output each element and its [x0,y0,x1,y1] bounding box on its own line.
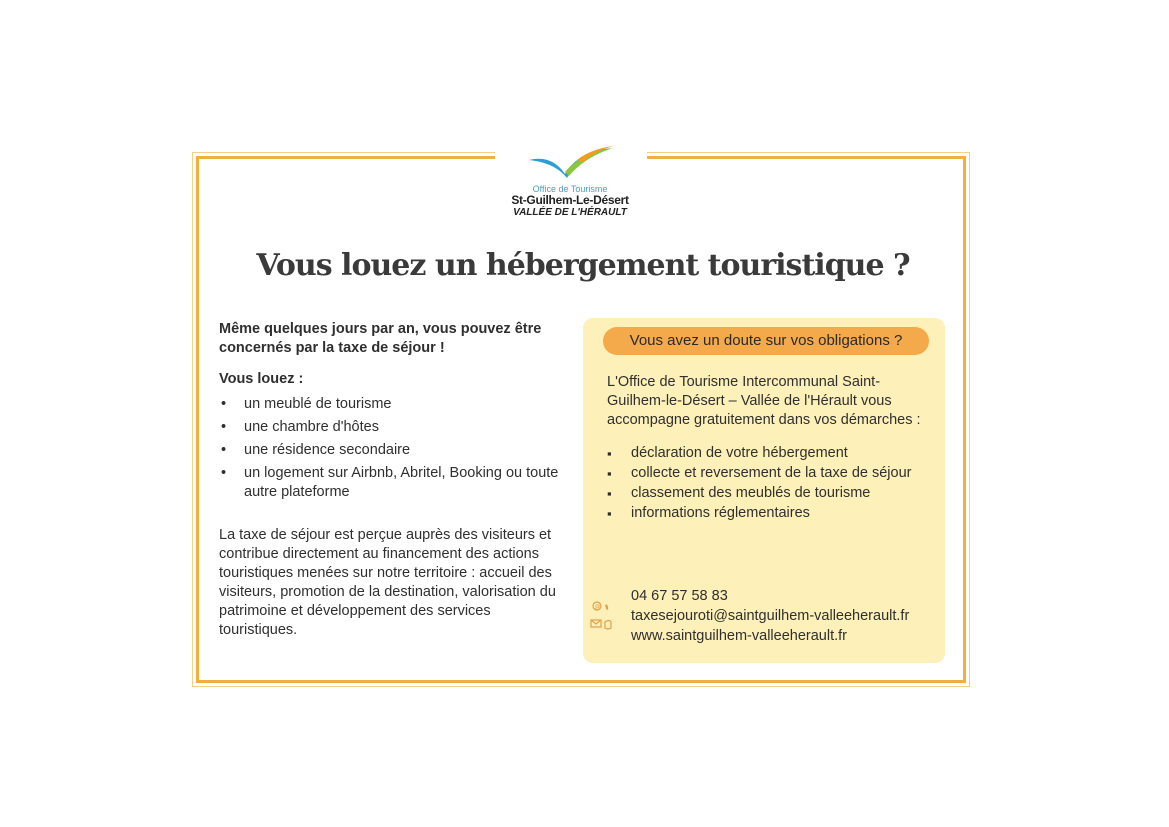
list-item: ▪ collecte et reversement de la taxe de séjour [607,464,927,483]
list-item: • une résidence secondaire [219,441,564,460]
office-intro: L'Office de Tourisme Intercommunal Saint-Guilhem-le-Désert – Vallée de l'Hérault vous accompagne gratuitement dans vos démarches : [607,374,921,428]
contact-icons [589,600,615,634]
contact-block [631,586,909,646]
services-list [607,444,927,523]
logo-line-3: VALLÉE DE L'HÉRAULT [513,207,627,218]
tax-description: La taxe de séjour est perçue auprès des visiteurs et contribue directement au financement des actions touristiques menées sur notre territoire : accueil des visiteurs, promotion de la destination, valorisation du patrimoine et développement des services touristiques. [219,527,556,638]
info-panel [583,318,945,663]
list-item: ▪ classement des meublés de tourisme [607,484,927,503]
louez-label: Vous louez : [219,371,304,387]
question-banner: Vous avez un doute sur vos obligations ? [603,327,929,355]
info-body [607,373,927,524]
phone-number[interactable]: 04 67 57 58 83 [631,588,728,604]
page-title: Vous louez un hébergement touristique ? [256,248,910,283]
website-link[interactable]: www.saintguilhem-valleeherault.fr [631,628,847,644]
list-item: • un logement sur Airbnb, Abritel, Booking ou toute autre plateforme [219,464,564,502]
email-link[interactable]: taxesejouroti@saintguilhem-valleeherault.fr [631,608,910,624]
email-icon [591,620,601,627]
list-item: ▪ déclaration de votre hébergement [607,444,927,463]
list-item: • un meublé de tourisme [219,395,564,414]
list-item: • une chambre d'hôtes [219,418,564,437]
rental-list [219,395,564,502]
list-item: ▪ informations réglementaires [607,504,927,523]
svg-text:@: @ [594,603,601,611]
logo [505,142,635,232]
hand-icon [605,621,611,630]
logo-line-2: St-Guilhem-Le-Désert [511,193,629,207]
phone-icon [605,604,608,610]
logo-swoosh-icon [525,142,615,182]
logo-line-1: Office de Tourisme [532,184,608,194]
intro-text: Même quelques jours par an, vous pouvez être concernés par la taxe de séjour ! [219,321,542,356]
web-icon [593,602,601,611]
left-column [219,320,564,640]
